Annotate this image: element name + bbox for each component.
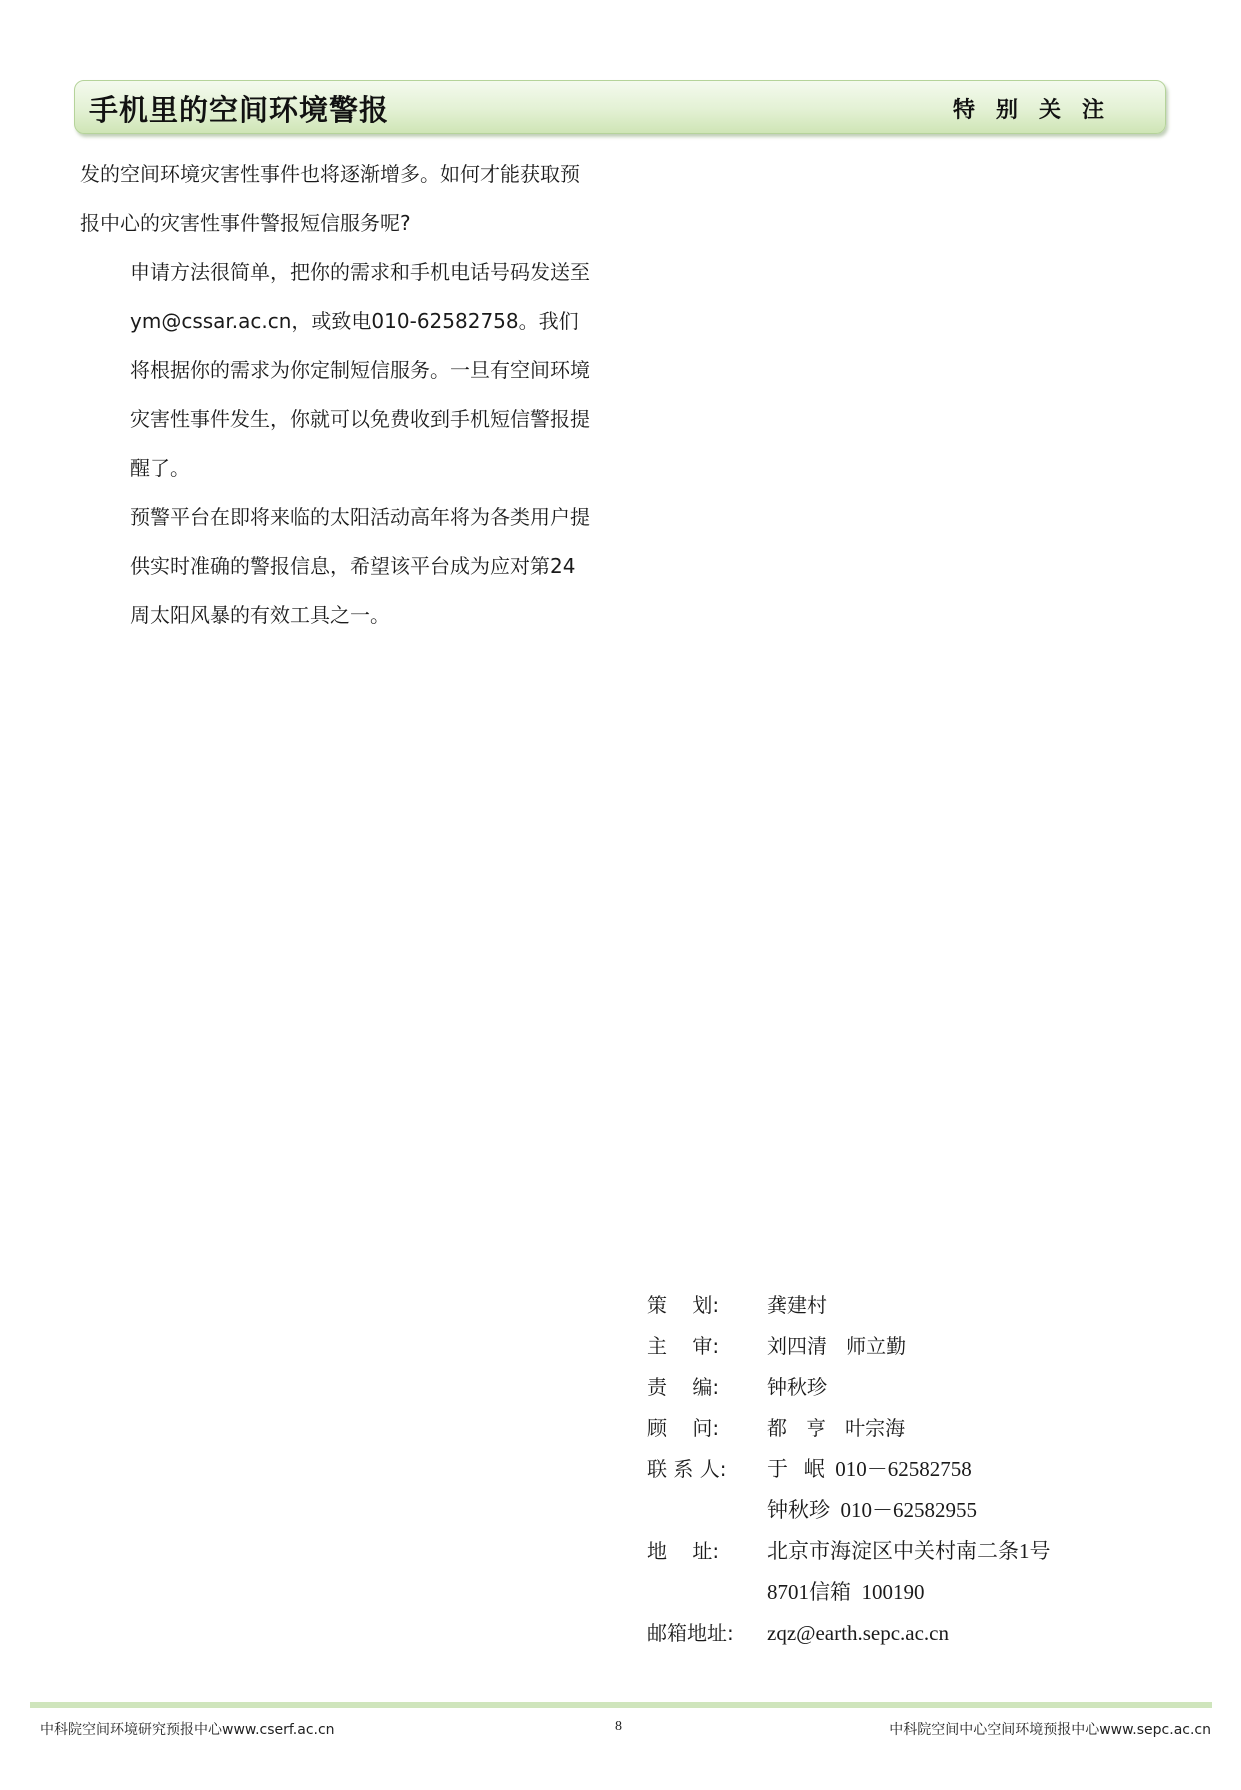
page-number: 8 bbox=[615, 1719, 622, 1734]
credit-label: 责 编: bbox=[647, 1375, 720, 1399]
credit-value: 龚建村 bbox=[767, 1293, 827, 1317]
credit-row bbox=[647, 1408, 1167, 1449]
credit-row bbox=[647, 1326, 1167, 1367]
credit-row bbox=[647, 1490, 1167, 1531]
credit-value: 北京市海淀区中关村南二条1号 bbox=[767, 1539, 1051, 1563]
credit-row bbox=[647, 1572, 1167, 1613]
credit-value: 都 亨 叶宗海 bbox=[767, 1416, 906, 1440]
credit-label: 联 系 人: bbox=[647, 1457, 727, 1481]
credit-row bbox=[647, 1531, 1167, 1572]
credit-label: 顾 问: bbox=[647, 1416, 720, 1440]
credit-label: 地 址: bbox=[647, 1539, 720, 1563]
credit-row bbox=[647, 1285, 1167, 1326]
credit-email-link[interactable]: zqz@earth.sepc.ac.cn bbox=[767, 1621, 949, 1645]
credit-label: 主 审: bbox=[647, 1334, 720, 1358]
footer-divider bbox=[30, 1702, 1212, 1708]
section-label: 特别关注 bbox=[952, 97, 1125, 123]
article-paragraph: 申请方法很简单，把你的需求和手机电话号码发送至ym@cssar.ac.cn，或致电010-62582758。我们将根据你的需求为你定制短信服务。一旦有空间环境灾害性事件发生，你就可以免费收到手机短信警报提醒了。 bbox=[130, 260, 590, 480]
credit-label bbox=[647, 1490, 767, 1531]
page-title: 手机里的空间环境警报 bbox=[89, 93, 390, 127]
header-banner bbox=[74, 80, 1166, 134]
credit-row bbox=[647, 1613, 1167, 1654]
footer-right-text: 中科院空间中心空间环境预报中心www.sepc.ac.cn bbox=[889, 1722, 1211, 1738]
article-paragraph: 预警平台在即将来临的太阳活动高年将为各类用户提供实时准确的警报信息，希望该平台成为应对第24周太阳风暴的有效工具之一。 bbox=[130, 505, 590, 627]
article-body bbox=[80, 150, 595, 640]
credit-value: 于 岷 010－62582758 bbox=[767, 1457, 972, 1481]
credit-value: 刘四清 师立勤 bbox=[767, 1334, 907, 1358]
credit-value: 8701信箱 100190 bbox=[767, 1580, 925, 1604]
credit-row bbox=[647, 1367, 1167, 1408]
credit-label bbox=[647, 1572, 767, 1613]
credit-label: 策 划: bbox=[647, 1293, 720, 1317]
footer-left-text: 中科院空间环境研究预报中心www.cserf.ac.cn bbox=[40, 1722, 335, 1738]
credits-block bbox=[647, 1285, 1167, 1654]
credit-row bbox=[647, 1449, 1167, 1490]
credit-value: 钟秋珍 bbox=[767, 1375, 827, 1399]
article-paragraph: 发的空间环境灾害性事件也将逐渐增多。如何才能获取预报中心的灾害性事件警报短信服务呢? bbox=[80, 162, 580, 235]
credit-value: 钟秋珍 010－62582955 bbox=[767, 1498, 977, 1522]
credit-label: 邮箱地址: bbox=[647, 1621, 734, 1645]
